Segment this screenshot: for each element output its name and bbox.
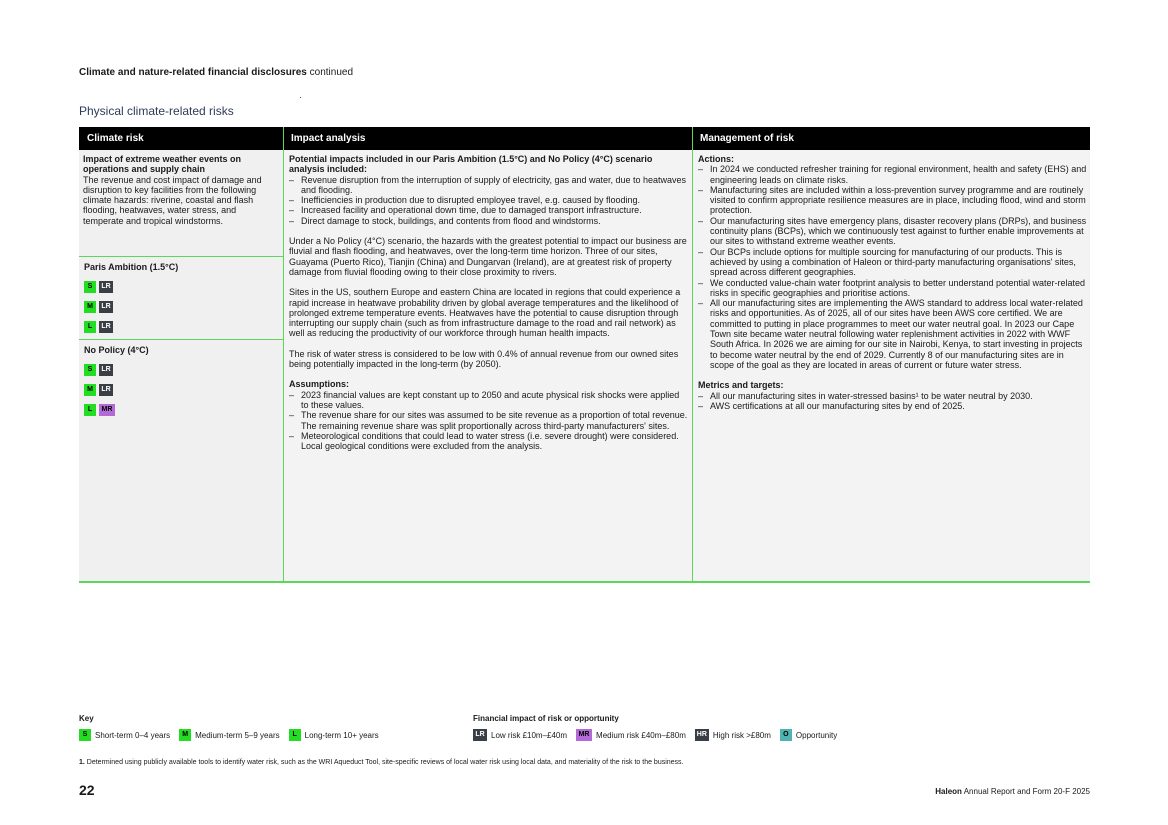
list-item: – 2023 financial values are kept constant up to 2050 and acute physical risk shocks were applied to these values.: [289, 390, 689, 411]
paris-row-long: [84, 321, 113, 333]
key-financial-items: [473, 729, 846, 741]
divider: [79, 339, 283, 340]
key-badge: S: [79, 729, 91, 741]
list-item: – Meteorological conditions that could lead to water stress (i.e. severe drought) were considered. Local geological conditions were excluded from the analysis.: [289, 431, 689, 452]
key-badge: O: [780, 729, 792, 741]
list-item: – All our manufacturing sites in water-stressed basins¹ to be water neutral by 2030.: [698, 391, 1088, 401]
key-badge: MR: [576, 729, 592, 741]
header-rest: continued: [306, 67, 354, 78]
brand-name: Haleon: [935, 787, 962, 796]
impact-analysis-cell: [284, 150, 692, 581]
management-text: [698, 154, 1088, 411]
key-badge: LR: [473, 729, 487, 741]
key-label: Low risk £10m–£40m: [491, 730, 568, 740]
term-badge: L: [84, 404, 96, 416]
impact-analysis-column: [283, 127, 692, 581]
list-item: – Our manufacturing sites have emergency plans, disaster recovery plans (DRPs), and business continuity plans (BCPs), which we continuously test against to further enable improvements at our sites to withstand extreme weather events.: [698, 216, 1088, 247]
actions-heading: Actions:: [698, 154, 734, 164]
key-badge: HR: [695, 729, 709, 741]
nopolicy-label: No Policy (4°C): [84, 345, 149, 355]
paragraph: Sites in the US, southern Europe and eastern China are located in regions that could experience a rapid increase in heatwave probability driven by global average temperatures and the likelihood of prolonged extreme temperature events. Heatwaves have the potential to cause disruption through interrupting our supply chain (such as from infrastructure damage to the road and rail network) as well as reducing the productivity of our workforce through human health impacts.: [289, 287, 681, 339]
footnote-number: 1.: [79, 759, 85, 766]
impact-heading: Potential impacts included in our Paris Ambition (1.5°C) and No Policy (4°C) scenario analysis included:: [289, 154, 653, 175]
key-badge: M: [179, 729, 191, 741]
risk-badge: LR: [99, 301, 113, 313]
risk-badge: LR: [99, 281, 113, 293]
list-item: – Increased facility and operational down time, due to damaged transport infrastructure.: [289, 205, 689, 215]
climate-risk-column: [79, 127, 283, 581]
paris-label: Paris Ambition (1.5°C): [84, 262, 179, 272]
footnote-text: Determined using publicly available tools to identify water risk, such as the WRI Aqueduct Tool, site-specific reviews of local water risk using local data, and materiality of the risk to the business.: [84, 759, 684, 766]
nopolicy-row-short: [84, 364, 113, 376]
assumptions-heading: Assumptions:: [289, 379, 350, 390]
page-header: [79, 67, 353, 78]
paris-row-short: [84, 281, 113, 293]
header-climate-risk: Climate risk: [79, 127, 283, 150]
key-badge: L: [289, 729, 301, 741]
risk-title: Impact of extreme weather events on operations and supply chain: [83, 154, 242, 175]
term-badge: M: [84, 301, 96, 313]
page-number: 22: [79, 782, 95, 798]
financial-key-title: Financial impact of risk or opportunity: [473, 714, 619, 723]
stray-dot: [300, 97, 301, 98]
impact-bullets: [289, 175, 689, 226]
metrics-list: [698, 391, 1088, 412]
key-label: Opportunity: [795, 730, 838, 740]
header-bold: Climate and nature-related financial disclosures: [79, 67, 307, 78]
risk-badge: LR: [99, 384, 113, 396]
brand-rest: Annual Report and Form 20-F 2025: [961, 787, 1090, 796]
brand-footer: [935, 787, 1090, 796]
risk-badge: LR: [99, 321, 113, 333]
paris-row-medium: [84, 301, 113, 313]
divider: [79, 256, 283, 257]
footnote: [79, 759, 684, 766]
key-label: Short-term 0–4 years: [95, 730, 171, 740]
list-item: – Our BCPs include options for multiple sourcing for manufacturing of our products. This is achieved by using a combination of Haleon or third-party manufacturing organisations' sites, spread across different geographies.: [698, 247, 1088, 278]
key-term-items: [79, 729, 388, 741]
list-item: – All our manufacturing sites are implementing the AWS standard to address local water-related risks and opportunities. As of 2025, all of our sites have been AWS core certified. We are committed to putting in place programmes to meet our water neutral goal. In 2023 our Cape Town site became water neutral following water replenishment activities in 2022 with WWF South Africa. In 2026 we are aiming for our site in Nairobi, Kenya, to start investing in projects to become water neutral by the end of 2029. Currently 8 of our manufacturing sites are in scope of the goal as they are located in areas of current or future water stress.: [698, 298, 1088, 370]
list-item: – Direct damage to stock, buildings, and contents from flood and windstorms.: [289, 216, 689, 226]
metrics-heading: Metrics and targets:: [698, 380, 784, 391]
management-column: [692, 127, 1090, 581]
list-item: – Revenue disruption from the interruption of supply of electricity, gas and water, due to heatwaves and flooding.: [289, 175, 689, 196]
key-title: Key: [79, 714, 94, 723]
impact-text: [289, 154, 689, 451]
risk-badge: LR: [99, 364, 113, 376]
list-item: – The revenue share for our sites was assumed to be site revenue as a proportion of total revenue. The remaining revenue share was split proportionally across third-party manufacturers' sites.: [289, 410, 689, 431]
assumptions-list: [289, 390, 689, 452]
list-item: – We conducted value-chain water footprint analysis to better understand potential water-related risks in specific geographies and prioritise actions.: [698, 278, 1088, 299]
key-label: Medium risk £40m–£80m: [596, 730, 686, 740]
list-item: – In 2024 we conducted refresher training for regional environment, health and safety (EHS) and engineering leads on climate risks.: [698, 164, 1088, 185]
key-label: Medium-term 5–9 years: [195, 730, 280, 740]
management-cell: [693, 150, 1090, 581]
nopolicy-row-long: [84, 404, 115, 416]
paragraph: The risk of water stress is considered to be low with 0.4% of annual revenue from our owned sites being potentially impacted in the long-term (by 2050).: [289, 348, 679, 370]
key-label: High risk >£80m: [712, 730, 771, 740]
paragraph: Under a No Policy (4°C) scenario, the hazards with the greatest potential to impact our business are fluvial and flash flooding, and heatwaves, over the long-term time horizon. Three of our sites, Guayama (Puerto Rico), Tianjin (China) and Dungarvan (Ireland), are at greatest risk of property damage from fluvial flooding owing to their close proximity to rivers.: [289, 236, 687, 277]
header-management: Management of risk: [693, 127, 1090, 150]
nopolicy-row-medium: [84, 384, 113, 396]
list-item: – Inefficiencies in production due to disrupted employee travel, e.g. caused by flooding.: [289, 195, 689, 205]
header-impact-analysis: Impact analysis: [284, 127, 692, 150]
term-badge: S: [84, 364, 96, 376]
actions-list: [698, 164, 1088, 370]
risk-desc: The revenue and cost impact of damage and disruption to key facilities from the following climate hazards: riverine, coastal and flash flooding, heatwaves, water stress, and temperate and tropical windstorms.: [83, 174, 262, 226]
term-badge: L: [84, 321, 96, 333]
section-title: Physical climate-related risks: [79, 104, 234, 118]
term-badge: S: [84, 281, 96, 293]
risk-description: [83, 154, 279, 226]
term-badge: M: [84, 384, 96, 396]
key-label: Long-term 10+ years: [304, 730, 379, 740]
risk-table: [79, 127, 1090, 583]
list-item: – Manufacturing sites are included within a loss-prevention survey programme and are routinely visited to confirm appropriate resilience measures are in place, including flood, wind and storm protection.: [698, 185, 1088, 216]
climate-risk-cell: [79, 150, 283, 581]
risk-badge: MR: [99, 404, 115, 416]
list-item: – AWS certifications at all our manufacturing sites by end of 2025.: [698, 401, 1088, 411]
